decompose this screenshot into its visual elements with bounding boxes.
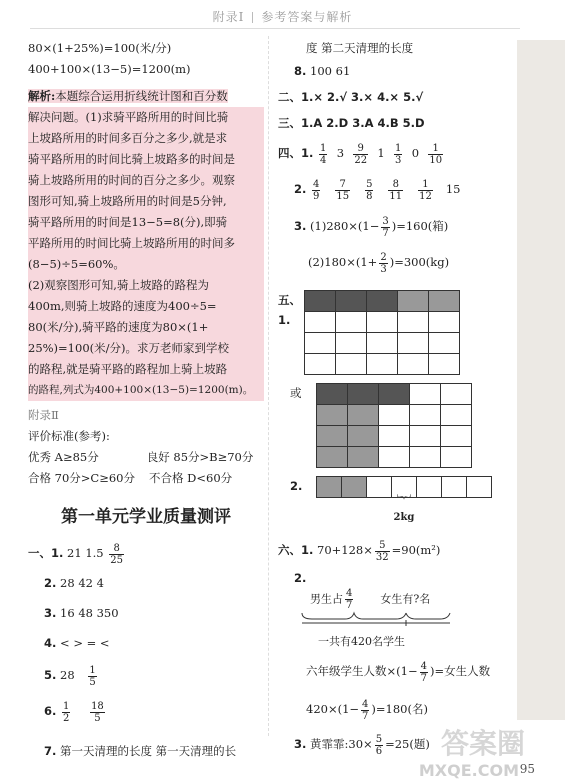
- watermark: 答案圈: [440, 727, 525, 760]
- answer-1-text: 21 1.5: [67, 546, 104, 560]
- analysis-line: 的路程,就是骑平路的路程加上骑上坡路: [28, 359, 264, 380]
- fraction: $\frac{9}{22}$: [354, 142, 368, 166]
- fraction: $\frac{7}{15}$: [336, 178, 350, 202]
- header-separator: [252, 12, 253, 23]
- equation-1: 80×(1+25%)=100(米/分): [28, 41, 172, 55]
- answer-2: [28, 568, 264, 598]
- fraction: $\frac{5}{6}$: [375, 733, 383, 757]
- fraction: $\frac{1}{5}$: [89, 664, 96, 688]
- section-6-label: 六、1.: [278, 543, 314, 557]
- analysis-line: (8−5)÷5=60%。: [28, 254, 264, 275]
- question-number: 6.: [44, 704, 57, 718]
- page-number: 95: [519, 762, 535, 776]
- analysis-line: 400m,则骑上坡路的速度为400÷5=: [28, 296, 264, 317]
- side-tab-strip: [517, 40, 565, 720]
- fraction: $\frac{5}{32}$: [375, 539, 389, 563]
- equation-part: 70+128×: [317, 543, 373, 557]
- fraction: $\frac{18}{5}$: [91, 700, 104, 724]
- analysis-line: 80(米/分),骑平路的速度为80×(1+: [28, 317, 264, 338]
- fraction: $\frac{4}{9}$: [313, 178, 320, 202]
- equation-part: )=160(箱): [391, 219, 449, 233]
- header-title: 参考答案与解析: [261, 10, 353, 24]
- fraction: $\frac{4}{7}$: [420, 660, 427, 684]
- analysis-line: 上坡路所用的时间多百分之多少,就是求: [28, 128, 264, 149]
- equation-part: =25(题): [385, 737, 430, 751]
- answer-7-text: 第一天清理的长度 第一天清理的长: [60, 744, 237, 758]
- answer-4-text: < > = <: [60, 636, 110, 650]
- boys-label: 男生占: [310, 592, 343, 606]
- analysis-line: 平路所用的时间比骑上坡路所用的时间多: [28, 233, 264, 254]
- answer-6: [28, 692, 264, 730]
- section-4-label: 四、1.: [278, 146, 314, 160]
- section-6-q2: [278, 568, 518, 588]
- answer-8-text: 100 61: [310, 64, 351, 78]
- section-4-q3a: [278, 208, 518, 244]
- answer-1: [28, 538, 264, 568]
- equation-part: (2)180×(1+: [308, 255, 378, 269]
- fraction: $\frac{8}{11}$: [389, 178, 403, 202]
- header-rule: [30, 28, 520, 29]
- integer-answer: 3: [336, 146, 345, 160]
- section-5-alt: [278, 383, 518, 468]
- analysis-line: 本题综合运用折线统计图和百分数: [55, 89, 228, 103]
- equation-part: )=180(名): [371, 702, 428, 716]
- page-header: [0, 8, 565, 25]
- segment-line: [300, 611, 480, 627]
- question-number: 2.: [44, 576, 57, 590]
- equation-part: 黄霏霏:30×: [310, 737, 373, 751]
- section-4-q3b: [278, 244, 518, 280]
- fraction: $\frac{1}{12}$: [419, 178, 432, 202]
- integer-answer: 15: [445, 182, 461, 196]
- equation-part: 六年级学生人数×(1−: [306, 664, 418, 678]
- unit-title: 第一单元学业质量测评: [61, 507, 231, 527]
- answer-5-text: 28: [60, 668, 75, 682]
- equation-2: 400+100×(13−5)=1200(m): [28, 62, 191, 76]
- answer-7: [28, 736, 264, 766]
- right-column: [278, 38, 518, 761]
- answer-5: [28, 658, 264, 692]
- segment-labels: [300, 588, 518, 611]
- question-number: 7.: [44, 744, 57, 758]
- analysis-line: 解决问题。(1)求骑平路所用的时间比骑: [28, 107, 264, 128]
- girls-label: 女生有?名: [380, 592, 431, 606]
- answer-2-text: 28 42 4: [60, 576, 104, 590]
- section-6-q1: [278, 532, 518, 568]
- question-number: 2.: [290, 479, 303, 493]
- grade-a: 优秀 A≥85分: [28, 450, 99, 464]
- analysis-line: 25%)=100(米/分)。求万老师家到学校: [28, 338, 264, 359]
- brace: ︸: [397, 495, 411, 511]
- appendix-label: 附录Ⅰ: [212, 10, 245, 24]
- answer-4: [28, 628, 264, 658]
- analysis-line: 图形可知,骑上坡路所用的时间是5分钟,: [28, 191, 264, 212]
- fraction: $\frac{1}{4}$: [320, 142, 327, 166]
- equation-words: [278, 651, 518, 691]
- column-divider: [268, 36, 269, 736]
- question-number: 5.: [44, 668, 57, 682]
- fraction: $\frac{4}{7}$: [346, 588, 353, 611]
- question-number: 8.: [294, 64, 307, 78]
- integer-answer: 0: [411, 146, 420, 160]
- section-1-label: 一、1.: [28, 546, 64, 560]
- answer-8: [278, 58, 518, 84]
- analysis-line: (2)观察图形可知,骑上坡路的路程为: [28, 275, 264, 296]
- section-5-q1: [278, 290, 518, 375]
- left-column: [28, 38, 264, 766]
- grade-row-2: [28, 468, 264, 489]
- analysis-block: [28, 86, 264, 401]
- question-number: 4.: [44, 636, 57, 650]
- total-label: 一共有420名学生: [318, 635, 405, 648]
- equation-part: =90(m²): [391, 543, 441, 557]
- fraction: $\frac{8}{25}$: [110, 542, 123, 566]
- fraction: $\frac{5}{8}$: [366, 178, 373, 202]
- question-number: 3.: [44, 606, 57, 620]
- segment-diagram: [278, 588, 518, 651]
- question-number: 3.: [294, 737, 307, 751]
- appendix-2-label: 附录Ⅱ: [28, 408, 59, 422]
- fraction: $\frac{4}{7}$: [362, 698, 369, 722]
- fraction: $\frac{2}{3}$: [380, 251, 387, 275]
- or-label: 或: [290, 386, 302, 400]
- section-5-label: 五、1.: [278, 293, 301, 327]
- grade-b: 良好 85分>B≥70分: [146, 450, 254, 464]
- fraction: $\frac{1}{10}$: [429, 142, 443, 166]
- grade-d: 不合格 D<60分: [149, 471, 233, 485]
- analysis-label: 解析:: [28, 89, 56, 103]
- grade-row-1: [28, 447, 264, 468]
- watermark-url: MXQE.COM: [418, 761, 519, 780]
- analysis-line: 骑平路所用的时间是13−5=8(分),即骑: [28, 212, 264, 233]
- answer-3: [28, 598, 264, 628]
- grade-c: 合格 70分>C≥60分: [28, 471, 135, 485]
- answer-3-text: 16 48 350: [60, 606, 119, 620]
- fraction: $\frac{1}{3}$: [395, 142, 402, 166]
- question-number: 3.: [294, 219, 307, 233]
- strip-label: 2kg: [393, 512, 415, 523]
- section-2-answers: 二、1.× 2.√ 3.× 4.× 5.√: [278, 90, 424, 104]
- equation-part: 420×(1−: [306, 702, 360, 716]
- analysis-line: 骑平路所用的时间比骑上坡路多的时间是: [28, 149, 264, 170]
- fraction: $\frac{1}{2}$: [63, 700, 70, 724]
- fraction: $\frac{3}{7}$: [382, 215, 389, 239]
- question-number: 2.: [294, 182, 307, 196]
- section-4-q1: [278, 136, 518, 170]
- criteria-title: 评价标准(参考):: [28, 429, 110, 443]
- section-5-q2: [278, 476, 518, 528]
- question-number: 2.: [294, 571, 307, 585]
- equation-part: )=300(kg): [389, 255, 450, 269]
- analysis-line: 骑上坡路所用的时间的百分之多少。观察: [28, 170, 264, 191]
- equation-part: )=女生人数: [429, 664, 491, 678]
- section-4-q2: [278, 170, 518, 208]
- equation-part: (1)280×(1−: [310, 219, 380, 233]
- section-3-answers: 三、1.A 2.D 3.A 4.B 5.D: [278, 116, 425, 130]
- fraction-grid-1: [304, 290, 460, 375]
- fraction-grid-2: [316, 383, 472, 468]
- analysis-line: 的路程,列式为400+100×(13−5)=1200(m)。: [28, 380, 264, 401]
- answer-7-cont: 度 第二天清理的长度: [306, 41, 414, 55]
- integer-answer: 1: [377, 146, 385, 160]
